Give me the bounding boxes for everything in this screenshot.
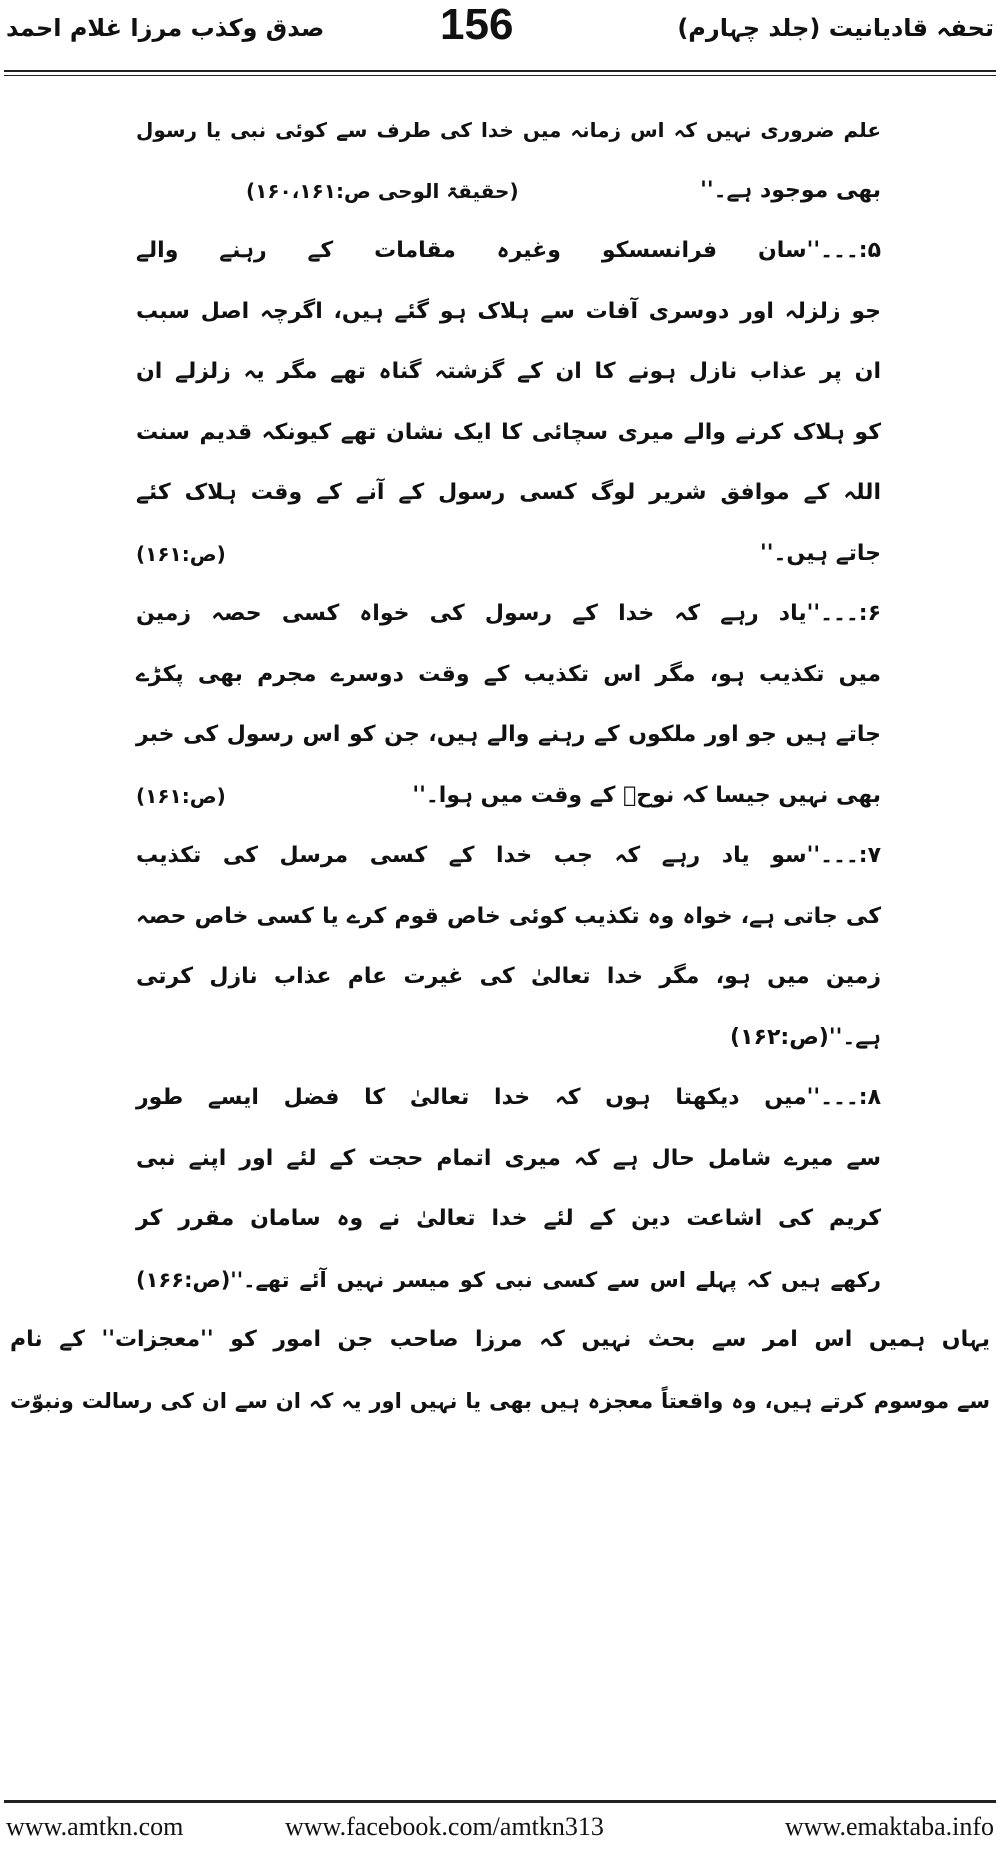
line-text: ان پر عذاب نازل ہونے کا ان کے گزشتہ گناہ تھے مگر یہ زلزلے ان <box>136 359 881 384</box>
line-text: رکھے ہیں کہ پہلے اس سے کسی نبی کو میسر نہیں آئے تھے۔''(ص:۱۶۶) <box>136 1267 881 1292</box>
text-line <box>136 403 881 463</box>
citation: (ص:۱۶۱) <box>136 783 226 808</box>
text-line <box>136 1068 881 1128</box>
text-line <box>136 826 881 886</box>
book-title: تحفہ قادیانیت (جلد چہارم) <box>677 14 994 42</box>
text-line <box>10 1310 990 1370</box>
citation: (حقیقۃ الوحی ص:۱۶۰،۱۶۱) <box>246 178 519 203</box>
line-text: جاتے ہیں جو اور ملکوں کے رہنے والے ہیں، جن کو اس رسول کی خبر <box>136 722 881 747</box>
text-line <box>136 282 881 342</box>
header-rule-thin <box>4 75 996 76</box>
text-line <box>136 584 881 644</box>
text-line <box>136 645 881 705</box>
citation: (ص:۱۶۱) <box>136 541 226 566</box>
text-line <box>136 705 881 765</box>
header-rule <box>4 70 996 72</box>
line-text: جو زلزلہ اور دوسری آفات سے ہلاک ہو گئے ہیں، اگرچہ اصل سبب <box>136 298 881 324</box>
text-line <box>136 1250 881 1310</box>
line-text: جاتے ہیں۔'' <box>760 540 881 566</box>
line-text: بھی نہیں جیسا کہ نوحؑ کے وقت میں ہوا۔'' <box>412 782 881 808</box>
text-line <box>136 1189 881 1249</box>
text-line <box>136 221 881 281</box>
line-text: میں تکذیب ہو، مگر اس تکذیب کے وقت دوسرے مجرم بھی پکڑے <box>136 661 881 687</box>
line-text: علم ضروری نہیں کہ اس زمانہ میں خدا کی طرف سے کوئی نبی یا رسول <box>136 118 881 142</box>
footer-link-emaktaba[interactable]: www.emaktaba.info <box>784 1812 994 1841</box>
line-text: کریم کی اشاعت دین کے لئے خدا تعالیٰ نے وہ سامان مقرر کر <box>136 1206 881 1231</box>
footer-link-facebook[interactable]: www.facebook.com/amtkn313 <box>285 1812 604 1841</box>
line-text: ۸:۔۔۔''میں دیکھتا ہوں کہ خدا تعالیٰ کا فضل ایسے طور <box>136 1085 881 1110</box>
line-text: کی جاتی ہے، خواہ وہ تکذیب کوئی خاص قوم کرے یا کسی خاص حصہ <box>136 903 881 929</box>
text-line <box>136 947 881 1007</box>
text-line <box>136 1129 881 1189</box>
text-line <box>10 1371 990 1431</box>
text-line <box>136 1008 881 1068</box>
footer-rule <box>4 1800 996 1803</box>
footer-link-amtkn[interactable]: www.amtkn.com <box>6 1812 184 1841</box>
line-text: ۵:۔۔۔''سان فرانسسکو وغیرہ مقامات کے رہنے والے <box>136 238 881 263</box>
line-text: ہے۔''(ص:۱۶۲) <box>730 1024 881 1050</box>
line-text: بھی موجود ہے۔'' <box>700 177 881 203</box>
chapter-title: صدق وکذب مرزا غلام احمد <box>6 14 325 42</box>
line-text: ۷:۔۔۔''سو یاد رہے کہ جب خدا کے کسی مرسل کی تکذیب <box>136 843 881 868</box>
line-text: یہاں ہمیں اس امر سے بحث نہیں کہ مرزا صاحب جن امور کو ''معجزات'' کے نام <box>10 1327 990 1352</box>
line-text: سے موسوم کرتے ہیں، وہ واقعتاً معجزہ ہیں بھی یا نہیں اور یہ کہ ان سے ان کی رسالت ونبوّت <box>10 1388 990 1413</box>
line-text: زمین میں ہو، مگر خدا تعالیٰ کی غیرت عام عذاب نازل کرتی <box>136 964 881 989</box>
text-line <box>136 463 881 523</box>
text-line <box>136 161 881 221</box>
line-text: کو ہلاک کرنے والے میری سچائی کا ایک نشان تھے کیونکہ قدیم سنت <box>136 419 881 445</box>
text-line <box>136 887 881 947</box>
line-text: اللہ کے موافق شریر لوگ کسی رسول کے آنے کے وقت ہلاک کئے <box>136 480 881 505</box>
line-text: سے میرے شامل حال ہے کہ میری اتمام حجت کے لئے اور اپنے نبی <box>136 1145 881 1171</box>
text-line <box>136 524 881 584</box>
page-number: 156 <box>440 0 514 49</box>
line-text: ۶:۔۔۔''یاد رہے کہ خدا کے رسول کی خواہ کسی حصہ زمین <box>136 601 881 626</box>
text-line <box>136 766 881 826</box>
text-line <box>136 100 881 160</box>
text-line <box>136 342 881 402</box>
